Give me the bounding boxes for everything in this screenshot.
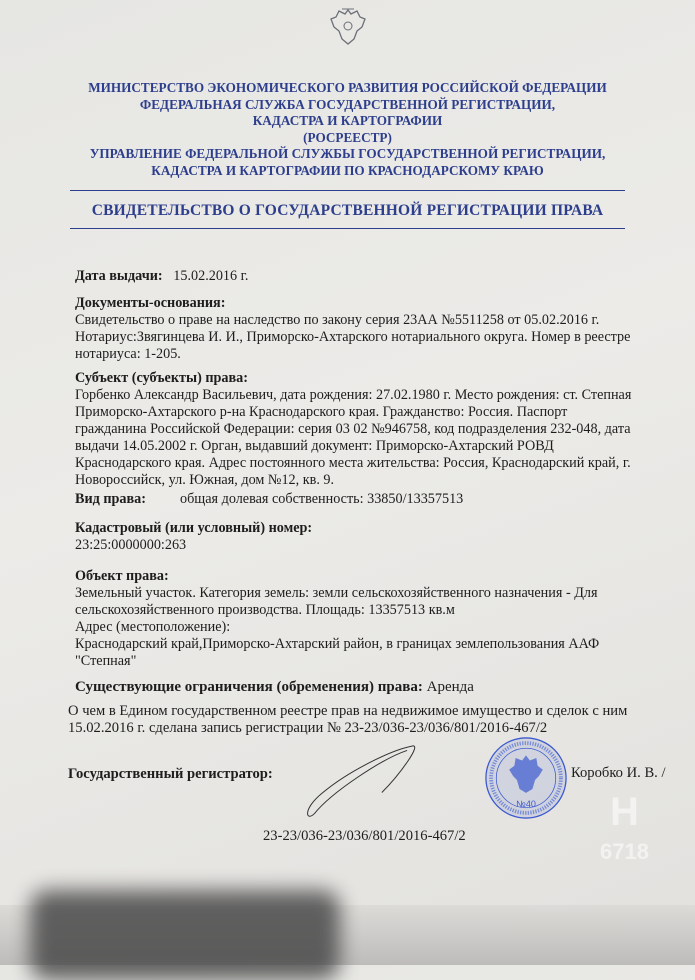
text-line: выдачи 14.05.2002 г. Орган, выдавший документ: Приморско-Ахтарский РОВД [75, 438, 554, 454]
section-label: Кадастровый (или условный) номер: [75, 520, 313, 536]
text-line: "Степная" [75, 653, 137, 669]
text-line: сельскохозяйственного производства. Площадь: 13357513 кв.м [75, 602, 455, 618]
hand-shadow [30, 890, 340, 980]
footer-record-number: 23-23/036-23/036/801/2016-467/2 [263, 828, 466, 844]
text-line: Краснодарский край,Приморско-Ахтарский район, в границах землепользования ААФ [75, 636, 600, 652]
watermark-text: 6718 [600, 839, 649, 864]
restrictions-value: Аренда [426, 679, 474, 695]
issue-date [75, 268, 248, 285]
text-line: 15.02.2016 г. сделана запись регистрации № 23-23/036-23/036/801/2016-467/2 [68, 720, 548, 736]
header-line: ФЕДЕРАЛЬНАЯ СЛУЖБА ГОСУДАРСТВЕННОЙ РЕГИСТРАЦИИ, [139, 96, 556, 112]
text-line: Нотариус:Звягинцева И. И., Приморско-Ахтарского нотариального округа. Номер в реестре [75, 329, 631, 345]
ministry-header [0, 80, 695, 146]
header-line: (РОСРЕЕСТР) [303, 129, 392, 145]
text-line: Свидетельство о праве на наследство по закону серия 23АА №5511258 от 05.02.2016 г. [75, 312, 600, 328]
section-label: Документы-основания: [75, 295, 226, 311]
right-type [75, 491, 463, 508]
object-section [75, 568, 599, 670]
registrar-name: Коробко И. В. / [571, 765, 666, 781]
section-label: Существующие ограничения (обременения) права: [75, 679, 423, 695]
text-line: О чем в Едином государственном реестре прав на недвижимое имущество и сделок с ним [68, 703, 628, 719]
text-line: Краснодарского края. Адрес постоянного места жительства: Россия, Краснодарский край, г. [75, 455, 631, 471]
restrictions [75, 679, 474, 696]
header-line: МИНИСТЕРСТВО ЭКОНОМИЧЕСКОГО РАЗВИТИЯ РОССИЙСКОЙ ФЕДЕРАЦИИ [88, 80, 607, 95]
text-line: нотариуса: 1-205. [75, 346, 181, 362]
coat-of-arms-emblem [330, 6, 366, 46]
record-section [68, 703, 627, 737]
text-line: Адрес (местоположение): [75, 619, 231, 635]
signature [290, 742, 440, 822]
subject-section [75, 370, 631, 489]
text-line: Земельный участок. Категория земель: земли сельскохозяйственного назначения - Для [75, 585, 598, 601]
stamp-number: №40 [516, 799, 536, 810]
divider [70, 190, 625, 191]
issue-date-value: 15.02.2016 г. [173, 268, 249, 284]
watermark-logo: H [610, 790, 639, 834]
divider [70, 228, 625, 229]
office-header [0, 146, 695, 179]
document-title: СВИДЕТЕЛЬСТВО О ГОСУДАРСТВЕННОЙ РЕГИСТРАЦИИ ПРАВА [91, 202, 604, 219]
cadastral-section [75, 520, 312, 554]
header-line: УПРАВЛЕНИЕ ФЕДЕРАЛЬНОЙ СЛУЖБЫ ГОСУДАРСТВЕННОЙ РЕГИСТРАЦИИ, [89, 146, 606, 161]
official-stamp [484, 736, 568, 820]
header-line: КАДАСТРА И КАРТОГРАФИИ [252, 113, 443, 128]
header-line: КАДАСТРА И КАРТОГРАФИИ ПО КРАСНОДАРСКОМУ КРАЮ [151, 162, 544, 178]
documents-section [75, 295, 630, 363]
text-line: Новороссийск, ул. Южная, дом №12, кв. 9. [75, 472, 335, 488]
text-line: Приморско-Ахтарского р-на Краснодарского края. Гражданство: Россия. Паспорт [75, 404, 568, 420]
issue-date-label: Дата выдачи: [75, 268, 163, 284]
section-label: Субъект (субъекты) права: [75, 370, 248, 386]
text-line: Горбенко Александр Васильевич, дата рождения: 27.02.1980 г. Место рождения: ст. Степная [75, 387, 632, 403]
registrar-label: Государственный регистратор: [68, 766, 273, 782]
section-label: Объект права: [75, 568, 169, 584]
text-line: гражданина Российской Федерации: серия 03 02 №946758, код подразделения 232-048, дата [75, 421, 631, 437]
section-label: Вид права: [75, 491, 146, 507]
right-type-value: общая долевая собственность: 33850/13357513 [180, 491, 464, 507]
cadastral-number: 23:25:0000000:263 [75, 537, 187, 553]
